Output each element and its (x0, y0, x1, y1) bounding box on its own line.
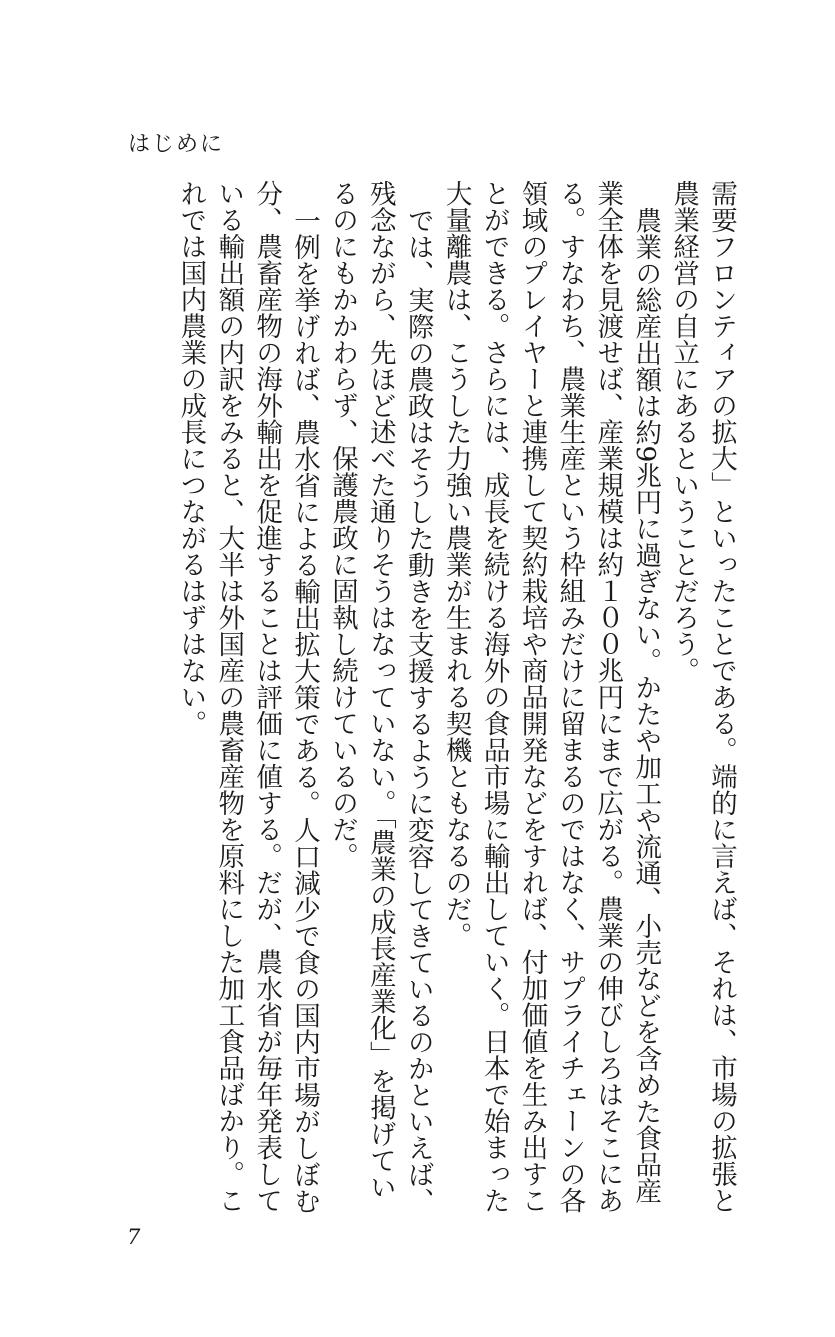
page-number: 7 (127, 1225, 141, 1249)
section-heading: はじめに (128, 132, 225, 157)
body-text (100, 180, 740, 1220)
paragraph: 需要フロンティアの拡大」といったことである。端的に言えば、それは、市場の拡張と農業経営の自立にあるということだろう。 (668, 180, 737, 1214)
paragraph: 農業の総産出額は約9兆円に過ぎない。かたや加工や流通、小売などを含めた食品産業全体を見渡せば、産業規模は約１００兆円にまで広がる。農業の伸びしろはそこにある。すなわち、農業生産という枠組みだけに留まるのではなく、サプライチェーンの各領域のプレイヤーと連携して契約栽培や商品開発などをすれば、付加価値を生み出すことができる。さらには、成長を続ける海外の食品市場に輸出していく。日本で始まった大量離農は、こうした力強い農業が生まれる契機ともなるのだ。 (440, 180, 662, 1214)
paragraph: 一例を挙げれば、農水省による輸出拡大策である。人口減少で食の国内市場がしぼむ分、農畜産物の海外輸出を促進することは評価に値する。だが、農水省が毎年発表している輸出額の内訳をみると、大半は外国産の農畜産物を原料にした加工食品ばかり。これでは国内農業の成長につながるはずはない。 (175, 180, 321, 1214)
paragraph: では、実際の農政はそうした動きを支援するように変容してきているのかといえば、残念ながら、先ほど述べた通りそうはなっていない。「農業の成長産業化」を掲げているのにもかかわらず、保護農政に固執し続けているのだ。 (326, 180, 434, 1214)
